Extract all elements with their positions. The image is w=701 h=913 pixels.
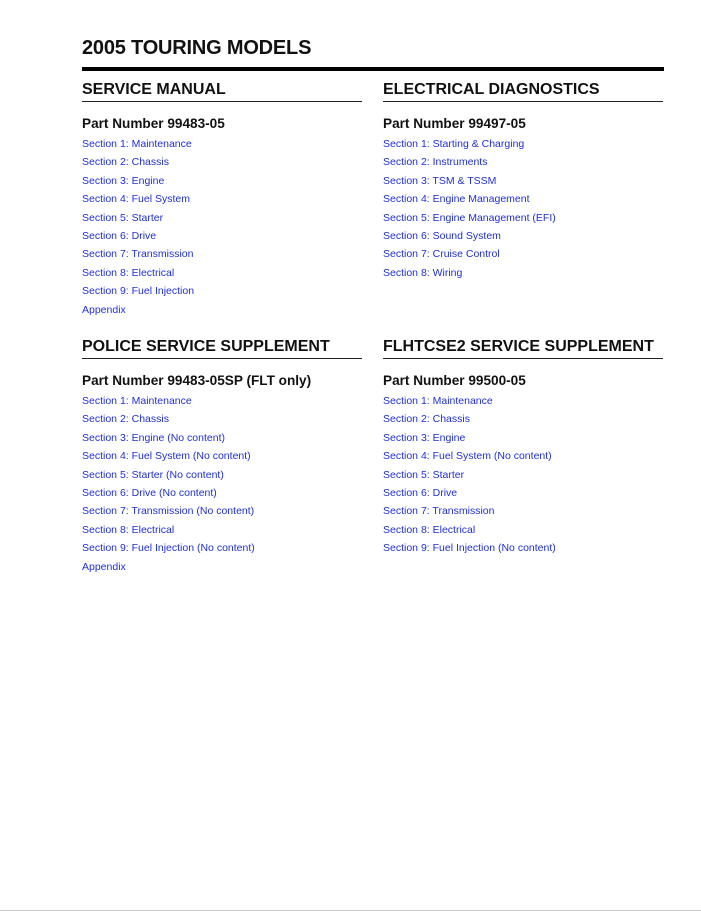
page-bottom-edge <box>0 910 701 911</box>
section-link[interactable]: Section 5: Engine Management (EFI) <box>383 211 556 224</box>
part-number: Part Number 99483-05 <box>82 116 225 131</box>
section-link[interactable]: Section 3: Engine (No content) <box>82 431 226 444</box>
section-link[interactable]: Section 8: Electrical <box>82 523 175 536</box>
section-link[interactable]: Section 6: Drive <box>82 229 157 242</box>
section-link[interactable]: Section 9: Fuel Injection <box>82 285 195 298</box>
section-link[interactable]: Section 1: Starting & Charging <box>383 138 525 150</box>
section-link[interactable]: Section 4: Engine Management <box>383 193 530 206</box>
appendix-link[interactable]: Appendix <box>82 303 126 316</box>
section-heading: ELECTRICAL DIAGNOSTICS <box>383 81 600 98</box>
section-link[interactable]: Section 1: Maintenance <box>82 138 192 150</box>
section-link[interactable]: Section 4: Fuel System (No content) <box>383 450 552 463</box>
section-divider <box>82 101 362 102</box>
page-title: 2005 TOURING MODELS <box>82 37 312 59</box>
section-link[interactable]: Section 1: Maintenance <box>383 395 493 407</box>
section-link[interactable]: Section 1: Maintenance <box>82 395 192 407</box>
section-link[interactable]: Section 7: Transmission <box>383 505 495 518</box>
electrical-diagnostics-section <box>383 80 663 282</box>
appendix-link[interactable]: Appendix <box>82 560 126 573</box>
section-link[interactable]: Section 6: Drive <box>383 486 458 499</box>
section-link[interactable]: Section 2: Instruments <box>383 156 488 169</box>
section-link[interactable]: Section 2: Chassis <box>82 156 169 169</box>
section-link[interactable]: Section 5: Starter <box>82 211 164 224</box>
section-link-list <box>82 135 362 319</box>
section-link[interactable]: Section 8: Electrical <box>82 266 175 279</box>
section-link[interactable]: Section 2: Chassis <box>383 413 470 426</box>
section-heading: FLHTCSE2 SERVICE SUPPLEMENT <box>383 338 654 355</box>
section-link[interactable]: Section 4: Fuel System (No content) <box>82 450 251 463</box>
section-link[interactable]: Section 8: Electrical <box>383 523 476 536</box>
section-link-list <box>383 392 663 558</box>
part-number: Part Number 99500-05 <box>383 373 526 388</box>
section-link[interactable]: Section 4: Fuel System <box>82 193 190 206</box>
section-link[interactable]: Section 7: Cruise Control <box>383 248 500 261</box>
section-link[interactable]: Section 2: Chassis <box>82 413 169 426</box>
section-link[interactable]: Section 6: Drive (No content) <box>82 486 217 499</box>
part-number: Part Number 99483-05SP (FLT only) <box>82 373 312 388</box>
section-link[interactable]: Section 7: Transmission <box>82 248 194 261</box>
service-manual-section <box>82 80 362 319</box>
section-link[interactable]: Section 5: Starter (No content) <box>82 468 224 481</box>
section-link[interactable]: Section 8: Wiring <box>383 266 463 279</box>
section-link[interactable]: Section 3: Engine <box>82 174 165 187</box>
section-link[interactable]: Section 3: TSM & TSSM <box>383 174 497 187</box>
section-heading: POLICE SERVICE SUPPLEMENT <box>82 338 330 355</box>
part-number: Part Number 99497-05 <box>383 116 526 131</box>
section-link[interactable]: Section 7: Transmission (No content) <box>82 505 255 518</box>
section-divider <box>383 101 663 102</box>
title-divider <box>82 67 664 71</box>
section-link-list <box>82 392 362 576</box>
section-divider <box>82 358 362 359</box>
police-supplement-section <box>82 337 362 576</box>
section-link[interactable]: Section 6: Sound System <box>383 229 501 242</box>
section-divider <box>383 358 663 359</box>
section-link[interactable]: Section 9: Fuel Injection (No content) <box>383 542 556 555</box>
section-link[interactable]: Section 3: Engine <box>383 431 466 444</box>
section-link[interactable]: Section 9: Fuel Injection (No content) <box>82 542 255 555</box>
section-link-list <box>383 135 663 282</box>
flhtcse2-supplement-section <box>383 337 663 558</box>
section-link[interactable]: Section 5: Starter <box>383 468 465 481</box>
section-heading: SERVICE MANUAL <box>82 81 226 98</box>
